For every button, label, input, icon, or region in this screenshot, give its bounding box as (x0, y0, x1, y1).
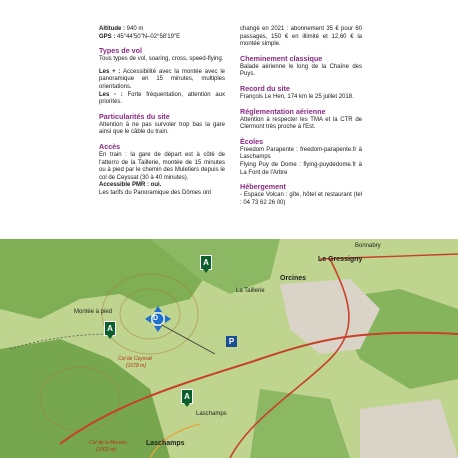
site-map (0, 239, 458, 458)
minus-line (99, 92, 225, 107)
label-le-gressigny: Le Gressigny (318, 256, 363, 263)
cheminement-heading: Cheminement classique (240, 53, 323, 63)
minus-label: Les - : (99, 91, 123, 98)
label-col-ceyssat-alt: (1078 m) (126, 363, 147, 369)
minus-text: Forte fréquentation, attention aux priorités. (99, 91, 226, 106)
label-laschamps-small: Laschamps (196, 411, 227, 417)
hebergement-text: - Espace Volcan : gîte, hôtel et restaurant (tel : 04 73 62 26 00) (240, 192, 362, 206)
cheminement-text: Balade aérienne le long de la Chaîne des Puys. (240, 63, 362, 78)
hebergement-heading: Hébergement (240, 182, 286, 192)
record-heading: Record du site (240, 83, 290, 93)
map-terrain (0, 239, 458, 458)
gps-line (99, 34, 225, 42)
label-col-moreno-alt: (1002 m) (96, 447, 117, 453)
altitude-line (99, 26, 225, 34)
marker-a-top: A (200, 255, 212, 270)
marker-d-label: D (153, 315, 159, 322)
plus-line (99, 69, 225, 92)
altitude-label: Altitude : (99, 26, 125, 32)
label-montee-a-pied: Montée à pied (74, 309, 113, 315)
particular-heading: Particularités du site (99, 111, 170, 121)
acces-heading: Accès (99, 141, 121, 151)
label-laschamps: Laschamps (146, 440, 185, 447)
label-bonnabry: Bonnabry (355, 243, 381, 249)
label-col-ceyssat: Col de Ceyssat (118, 356, 152, 362)
label-orcines: Orcines (280, 275, 307, 282)
gps-label: GPS : (99, 33, 116, 40)
ecoles-heading: Écoles (240, 136, 264, 146)
tarifs-continued: changé en 2021 : abonnement 35 € pour 60 passages, 150 € en illimité et 12,60 € la montée simple. (240, 26, 362, 48)
reglementation-text: Attention à respecter les TMA et la CTR de Clermont très proche à l'Est. (240, 116, 362, 131)
types-heading: Types de vol (99, 46, 143, 56)
tarifs-text: Les tarifs du Panoramique des Dômes ont (99, 189, 212, 196)
label-la-taillerie: La Taillerie (236, 288, 265, 294)
record-text: François Le Hen, 174 km le 25 juillet 2018. (240, 93, 354, 100)
plus-text: Accessibilité avec la montée avec le panoramique en 15 minutes, multiples orientations. (99, 68, 225, 90)
parking-icon: P (226, 336, 237, 347)
acces-text: En train : la gare de départ est à côté de l'atterro de la Taillerie, montée de 15 minutes ou à pied par le chemin des Muletiers depuis le col de Ceyssat (30 à 40 minutes). (99, 151, 225, 181)
altitude-value: 940 m (126, 26, 144, 32)
right-column (240, 26, 362, 207)
label-col-moreno: Col de la Moreno (89, 440, 128, 446)
pmr-text: Accessible PMR : oui. (99, 182, 162, 189)
marker-a-left: A (104, 321, 116, 336)
reglementation-heading: Réglementation aérienne (240, 106, 326, 116)
left-column (99, 26, 225, 198)
types-text: Tous types de vol, soaring, cross, speed-flying. (99, 56, 224, 63)
ecole-freedom: Freedom Parapente : freedom-parapente.fr à Laschamps (240, 146, 362, 161)
marker-a-bottom: A (181, 389, 193, 404)
gps-value: 45°44'50"N–02°58'19"E (117, 33, 181, 40)
ecole-flying: Flying Puy de Dome : flying-puydedome.fr à La Font de l'Arbre (240, 161, 362, 176)
plus-label: Les + : (99, 68, 121, 75)
particular-text: Attention à ne pas survoler trop bas la gare ainsi que le câble du train. (99, 121, 225, 136)
